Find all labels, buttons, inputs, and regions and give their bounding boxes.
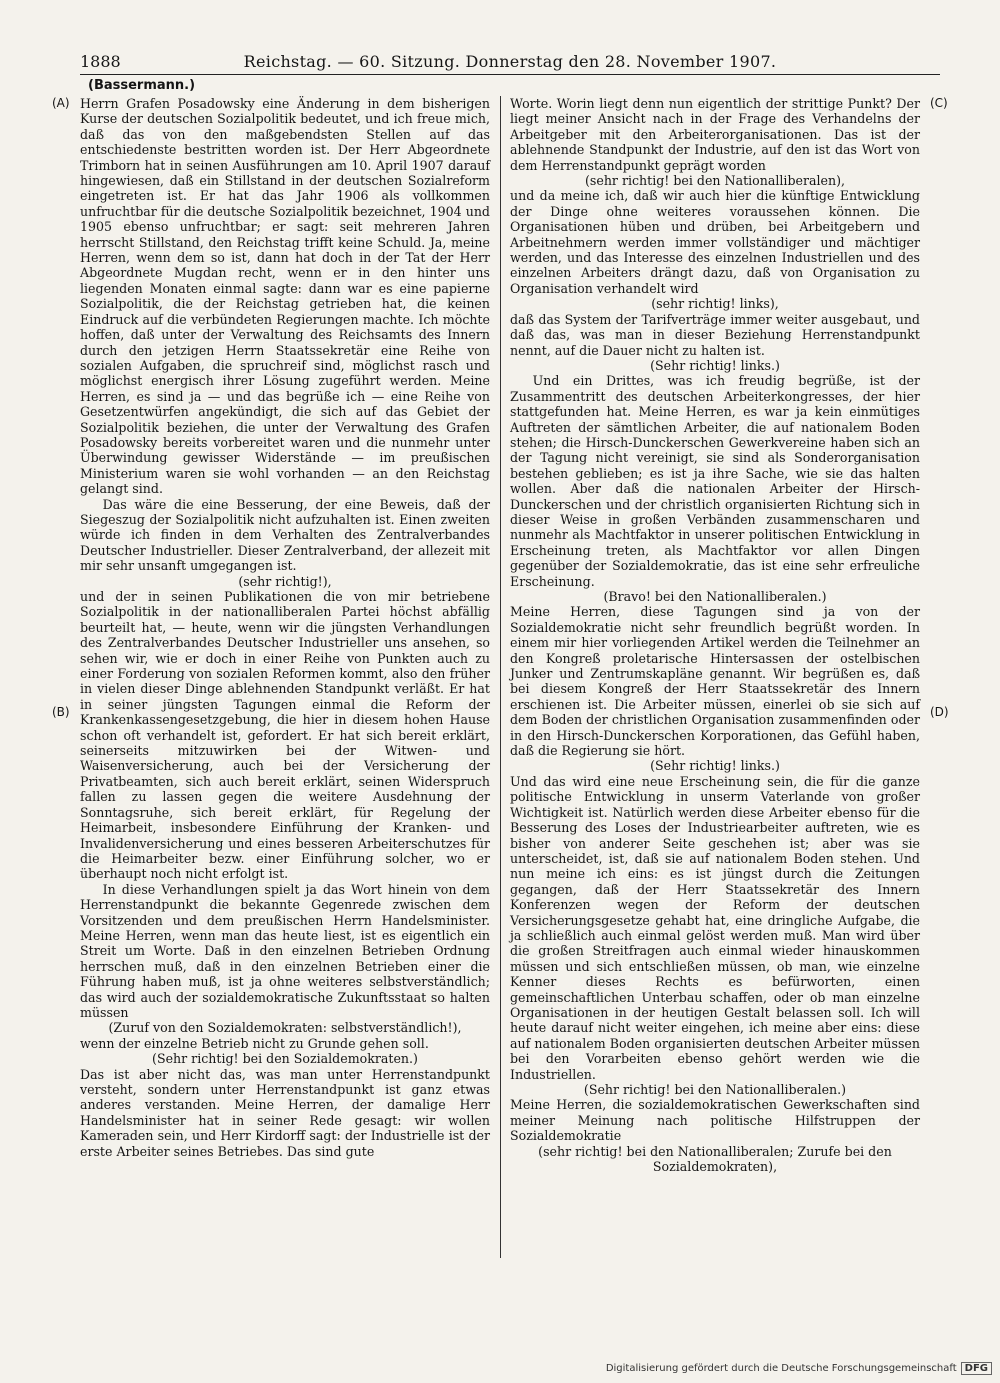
column-divider xyxy=(500,96,501,1258)
interjection: (Sehr richtig! bei den Sozialdemokraten.) xyxy=(152,1051,418,1067)
paragraph: Das ist aber nicht das, was man unter Herrenstandpunkt versteht, sondern unter Herrenstandpunkt ist ganz etwas anderes verstanden. Meine Herren, der damalige Herr Handelsminister hat in seiner Rede gesagt: wir wollen Kameraden sein, und Herr Kirdorff sagt: der Industrielle ist der erste Arbeiter seines Betriebes. Das sind gute xyxy=(80,1066,490,1159)
paragraph: In diese Verhandlungen spielt ja das Wort hinein von dem Herrenstandpunkt die bekannte Gegenrede zwischen dem Vorsitzenden und dem preußischen Herrn Handelsminister. Meine Herren, wenn man das heute liest, ist es eigentlich ein Streit um Worte. Daß in den einzelnen Betrieben Ordnung herrschen muß, daß in den einzelnen Betrieben einer die Führung haben muß, ist ja ohne weiteres selbstverständlich; das wird auch der sozialdemokratische Zukunftsstaat so halten müssen xyxy=(80,881,490,1020)
running-title: Reichstag. — 60. Sitzung. Donnerstag den 28. November 1907. xyxy=(243,52,777,71)
paragraph: Und ein Drittes, was ich freudig begrüße, ist der Zusammentritt des deutschen Arbeiterkongresses, der hier stattgefunden hat. Meine Herren, es war ja kein einmütiges Auftreten der sämtlichen Arbeiter, die auf nationalem Boden stehen; die Hirsch-Dunckerschen Gewerkvereine haben sich an der Tagung nicht vereinigt, sie sind als Sonderorganisation bestehen geblieben; es ist ja ihre Sache, wie sie das halten wollen. Aber daß die nationalen Arbeiter der Hirsch-Dunckerschen und der christlich organisierten Richtung sich in dieser Weise in großen Verbänden zusammenscharen und nunmehr als Machtfaktor in unserer politischen Entwicklung in Erscheinung treten, als Machtfaktor vor allen Dingen gegenüber der Sozialdemokratie, das ist eine sehr erfreuliche Erscheinung. xyxy=(510,373,920,589)
page-header xyxy=(80,50,940,72)
paragraph: Meine Herren, diese Tagungen sind ja von der Sozialdemokratie nicht sehr freundlich begrüßt worden. In einem mir hier vorliegenden Artikel werden die Teilnehmer an den Kongreß proletarische Hintersassen der ostelbischen Junker und Zentrumskapläne genannt. Wir begrüßen es, daß bei diesem Kongreß der Herr Staatssekretär des Innern erschienen ist. Die Arbeiter müssen, einerlei ob sie sich auf dem Boden der christlichen Organisation zusammenfinden oder in den Hirsch-Dunckerschen Korporationen, das Gefühl haben, daß die Regierung sie hört. xyxy=(510,604,920,759)
margin-marker-d: (D) xyxy=(930,705,949,719)
footer-credit xyxy=(606,1362,992,1375)
interjection: (sehr richtig! links), xyxy=(651,296,779,312)
interjection: (Sehr richtig! bei den Nationalliberalen.) xyxy=(583,1082,847,1097)
interjection: (Sehr richtig! links.) xyxy=(650,758,780,774)
right-column xyxy=(510,96,920,1174)
interjection: (Bravo! bei den Nationalliberalen.) xyxy=(603,589,827,604)
paragraph: Meine Herren, die sozialdemokratischen Gewerkschaften sind meiner Meinung nach politische Hilfstruppen der Sozialdemokratie xyxy=(510,1097,920,1144)
speaker-name: (Bassermann.) xyxy=(88,78,196,93)
paragraph: Und das wird eine neue Erscheinung sein, die für die ganze politische Entwicklung in unserm Vaterlande von großer Wichtigkeit ist. Natürlich werden diese Arbeiter ebenso für die Besserung des Loses der Industriearbeiter auftreten, wie es bisher von anderer Seite geschehen ist; aber was sie unterscheidet, ist, daß sie auf nationalem Boden stehen. Und nun meine ich eins: es ist jüngst durch die Zeitungen gegangen, daß der Herr Staatssekretär des Innern Konferenzen wegen der Reform der deutschen Versicherungsgesetze gehabt hat, eine dringliche Aufgabe, die ja schließlich auch einmal gelöst werden muß. Man wird über die großen Streitfragen auch einmal wieder hinauskommen müssen und sich entschließen müssen, ob man, wie einzelne Kenner dieses Rechts es befürworten, einen gemeinschaftlichen Unterbau schaffen, oder ob man einzelne Organisationen in der heutigen Gestalt belassen soll. Ich will heute darauf nicht weiter eingehen, ich meine aber eins: diese auf nationalem Boden organisierten deutschen Arbeiter müssen bei den Vorarbeiten ebenso gehört werden wie die Industriellen. xyxy=(510,773,920,1082)
paragraph: wenn der einzelne Betrieb nicht zu Grunde gehen soll. xyxy=(80,1035,429,1051)
page-number: 1888 xyxy=(80,52,121,71)
credit-text: Digitalisierung gefördert durch die Deutsche Forschungsgemeinschaft xyxy=(605,1363,957,1374)
paragraph: und der in seinen Publikationen die von mir betriebene Sozialpolitik in der nationalliberalen Partei höchst abfällig beurteilt hat, — heute, wenn wir die jüngsten Verhandlungen des Zentralverbandes Deutscher Industrieller uns ansehen, so sehen wir, wie er doch in einer Reihe von Punkten auch zu einer Forderung von sozialen Reformen kommt, also den früher in vielen dieser Dinge ablehnenden Standpunkt verläßt. Er hat in seiner jüngsten Tagungen einmal die Reform der Krankenkassengesetzgebung, die hier in diesem hohen Hause schon oft verhandelt ist, gefordert. Er hat sich bereit erklärt, seinerseits mitzuwirken bei der Witwen- und Waisenversicherung, auch bei der Versicherung der Privatbeamten, sich auch bereit erklärt, seinen Widerspruch fallen zu lassen gegen die weitere Ausdehnung der Sonntagsruhe, sich bereit erklärt, für Regelung der Heimarbeit, insbesondere Einführung der Kranken- und Invalidenversicherung und eines besseren Arbeiterschutzes für die Heimarbeiter bezw. einer Einführung solcher, wo er überhaupt noch nicht erfolgt ist. xyxy=(80,589,490,882)
paragraph: Worte. Worin liegt denn nun eigentlich der strittige Punkt? Der liegt meiner Ansicht nach in der Frage des Verhandelns der Arbeitgeber mit den Arbeiterorganisationen. Das ist der ablehnende Standpunkt der Industrie, auf den ist das Wort von dem Herrenstandpunkt geprägt worden xyxy=(510,96,920,173)
left-column xyxy=(80,96,490,1159)
interjection: (sehr richtig! bei den Nationalliberalen), xyxy=(584,173,846,189)
paragraph: daß das System der Tarifverträge immer weiter ausgebaut, und daß das, was man in dieser Beziehung Herrenstandpunkt nennt, auf die Dauer nicht zu halten ist. xyxy=(510,311,920,358)
dfg-logo: DFG xyxy=(961,1362,992,1375)
paragraph: Herrn Grafen Posadowsky eine Änderung in dem bisherigen Kurse der deutschen Sozialpolitik bedeutet, und ich freue mich, daß das von den maßgebendsten Stellen auf das entschiedenste bestritten worden ist. Der Herr Abgeordnete Trimborn hat in seinen Ausführungen am 10. April 1907 darauf hingewiesen, daß ein Stillstand in der deutschen Sozialreform eingetreten ist. Er hat das Jahr 1906 als vollkommen unfruchtbar für die deutsche Sozialpolitik bezeichnet, 1904 und 1905 ebenso unfruchtbar; er sagt: seit mehreren Jahren herrscht Stillstand, den Reichstag trifft keine Schuld. Ja, meine Herren, wenn dem so ist, dann hat doch in der Tat der Herr Abgeordnete Mugdan recht, wenn er in den hinter uns liegenden Monaten einmal sagte: dann war es eine papierne Sozialpolitik, die der Reichstag getrieben hat, die keinen Eindruck auf die verbündeten Regierungen machte. Ich möchte hoffen, daß unter der Verwaltung des Reichsamts des Innern durch den jetzigen Herrn Staatssekretär eine Reihe von sozialen Aufgaben, die spruchreif sind, möglichst rasch und möglichst energisch ihrer Lösung zugeführt werden. Meine Herren, es sind ja — und das begrüße ich — eine Reihe von Gesetzentwürfen angekündigt, die sich auf das Gebiet der Sozialpolitik beziehen, die unter der Verwaltung des Grafen Posadowsky bereits vorbereitet waren und die nunmehr unter Überwindung gewisser Widerstände — im preußischen Ministerium waren sie wohl vorhanden — an den Reichstag gelangt sind. xyxy=(80,96,490,497)
interjection: (Zuruf von den Sozialdemokraten: selbstverständlich!), xyxy=(108,1020,462,1036)
margin-marker-b: (B) xyxy=(52,705,70,719)
interjection: (Sehr richtig! links.) xyxy=(650,357,780,373)
margin-marker-c: (C) xyxy=(930,96,948,110)
header-rule xyxy=(80,74,940,75)
margin-marker-a: (A) xyxy=(52,96,70,110)
paragraph: und da meine ich, daß wir auch hier die künftige Entwicklung der Dinge ohne weiteres voraussehen können. Die Organisationen hüben und drüben, bei Arbeitgebern und Arbeitnehmern werden immer vollständiger und mächtiger werden, und das Interesse des einzelnen Industriellen und des einzelnen Arbeiters drängt dazu, daß von Organisation zu Organisation verhandelt wird xyxy=(510,188,920,296)
interjection: (sehr richtig!), xyxy=(238,573,332,589)
paragraph: Das wäre die eine Besserung, der eine Beweis, daß der Siegeszug der Sozialpolitik nicht aufzuhalten ist. Einen zweiten würde ich finden in dem Verhalten des Zentralverbandes Deutscher Industrieller. Dieser Zentralverband, der allezeit mit mir sehr unsanft umgegangen ist. xyxy=(80,496,490,574)
interjection: (sehr richtig! bei den Nationalliberalen; Zurufe bei den Sozialdemokraten), xyxy=(538,1143,892,1175)
